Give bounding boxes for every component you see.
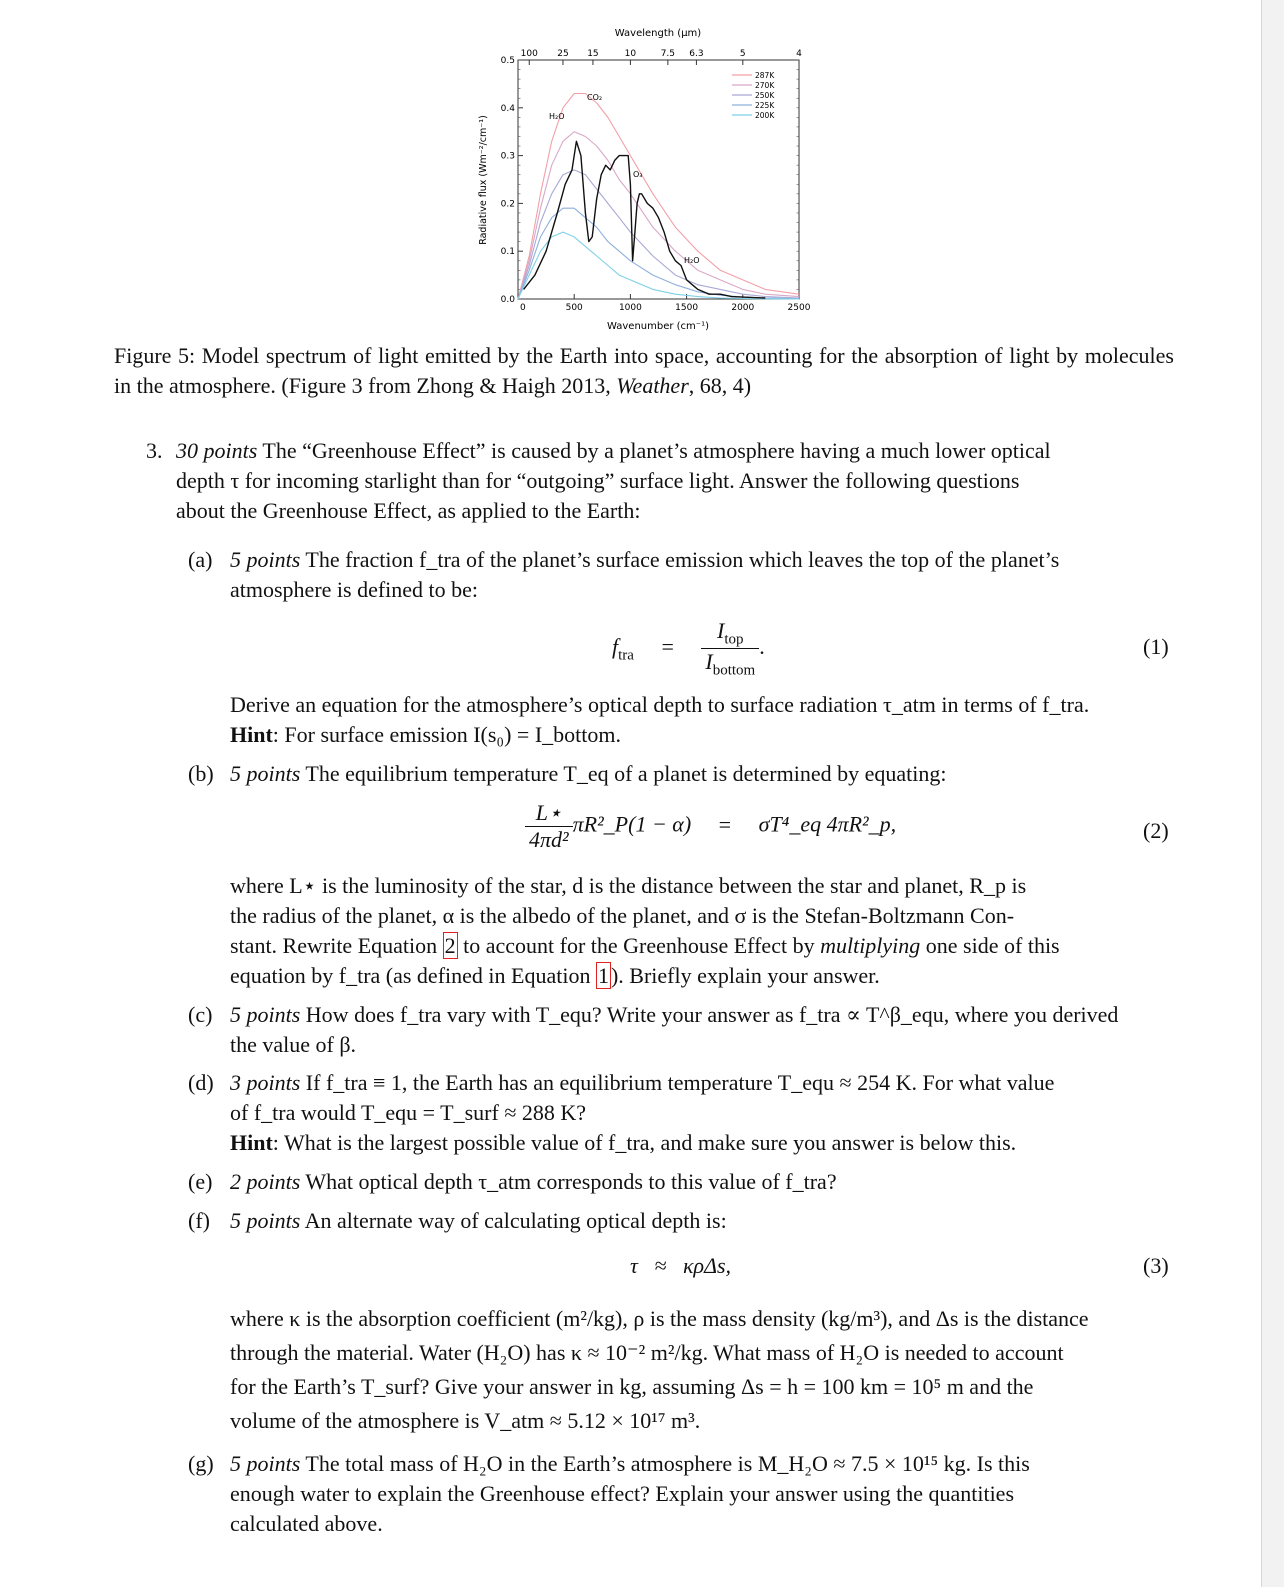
g-line1: The total mass of H₂O in the Earth’s atmosphere is M_H₂O ≈ 7.5 × 10¹⁵ kg. Is this <box>300 1451 1030 1476</box>
top-tick-label: 15 <box>587 49 599 59</box>
part-e-label: (e) <box>188 1169 213 1194</box>
d-hint: : What is the largest possible value of f_tra, and make sure you answer is below this. <box>272 1130 1017 1155</box>
figure-5 <box>470 20 830 340</box>
x-tick-label: 2000 <box>731 303 755 313</box>
question-3-intro <box>176 436 1174 526</box>
c-line1: How does f_tra vary with T_equ? Write your answer as f_tra ∝ T^β_equ, where you derived <box>300 1002 1119 1027</box>
series-250K <box>518 170 799 299</box>
x-tick-label: 0 <box>520 303 526 313</box>
legend-label-270K: 270K <box>755 81 775 90</box>
top-tick-label: 100 <box>520 49 538 59</box>
eq1-lhs-sub: tra <box>618 647 634 664</box>
q3-line1: The “Greenhouse Effect” is caused by a planet’s atmosphere having a much lower optical <box>257 438 1051 463</box>
part-g-label: (g) <box>188 1451 214 1476</box>
spectrum-chart <box>470 20 830 340</box>
c-line2: the value of β. <box>230 1032 357 1057</box>
eq1-num-sub: top <box>724 631 744 648</box>
part-d-text <box>230 1068 1174 1158</box>
a-line2: atmosphere is defined to be: <box>230 577 479 602</box>
series-287K <box>518 94 799 300</box>
caption-line2a: molecules in the atmosphere. (Figure 3 from Zhong & Haigh 2013, <box>114 343 1174 398</box>
x-tick-label: 2500 <box>787 303 811 313</box>
part-a-label: (a) <box>188 547 213 572</box>
caption-line2b: , 68, 4) <box>688 373 752 398</box>
top-tick-label: 4 <box>796 49 802 59</box>
b-line5a: equation by f_tra (as defined in Equation <box>230 963 596 988</box>
top-tick-label: 6.3 <box>689 49 704 59</box>
y-axis-title: Radiative flux (Wm⁻²/cm⁻¹) <box>478 115 489 245</box>
equation-2 <box>525 800 896 853</box>
x-axis-title: Wavenumber (cm⁻¹) <box>607 321 709 332</box>
equation-2-link[interactable]: 2 <box>444 933 456 958</box>
part-b-label: (b) <box>188 761 214 786</box>
q3-line2: depth τ for incoming starlight than for “outgoing” surface light. Answer the following questions <box>176 468 1020 493</box>
a-derive-line: Derive an equation for the atmosphere’s optical depth to surface radiation τ_atm in terms of f_tra. <box>230 692 1090 717</box>
caption-line1: Figure 5: Model spectrum of light emitted by the Earth into space, accounting for the absorption of light by <box>114 343 1079 368</box>
label-h2o-left: H₂O <box>549 112 565 121</box>
f-line2: where κ is the absorption coefficient (m²/kg), ρ is the mass density (kg/m³), and Δs is the distance <box>230 1306 1089 1331</box>
top-tick-label: 5 <box>739 49 746 59</box>
label-h2o-right: H₂O <box>684 256 700 265</box>
f-line1: An alternate way of calculating optical depth is: <box>300 1208 727 1233</box>
part-f-body <box>230 1302 1174 1438</box>
b-line3: the radius of the planet, α is the albedo of the planet, and σ is the Stefan-Boltzmann Con- <box>230 903 1015 928</box>
top-tick-label: 10 <box>624 49 637 59</box>
b-line4c: one side of this <box>920 933 1060 958</box>
caption-journal: Weather <box>616 373 689 398</box>
question-number: 3. <box>146 438 163 463</box>
eq1-lhs: f <box>612 633 619 659</box>
a-hint-label: Hint <box>230 722 273 747</box>
b-line4-emph: multiplying <box>820 933 921 958</box>
f-points: 5 points <box>230 1208 301 1233</box>
eq2-num: L⋆ <box>525 800 573 827</box>
part-c-label: (c) <box>188 1002 213 1027</box>
b-line1: The equilibrium temperature T_eq of a planet is determined by equating: <box>300 761 947 786</box>
part-b-text <box>230 759 1174 789</box>
b-line2: where L⋆ is the luminosity of the star, d is the distance between the star and planet, R_p is <box>230 873 1027 898</box>
eq1-rel: = <box>661 633 674 659</box>
legend-label-225K: 225K <box>755 101 775 110</box>
eq2-den: 4πd² <box>529 827 569 852</box>
y-tick-label: 0.4 <box>500 103 515 114</box>
d-line1: If f_tra ≡ 1, the Earth has an equilibrium temperature T_equ ≈ 254 K. For what value <box>300 1070 1055 1095</box>
b-line4a: stant. Rewrite Equation <box>230 933 443 958</box>
eq3-number: (3) <box>1143 1253 1169 1278</box>
g-points: 5 points <box>230 1451 301 1476</box>
b-line5b: ). Briefly explain your answer. <box>610 963 880 988</box>
x-tick-label: 1000 <box>618 303 642 313</box>
part-c-text <box>230 1000 1174 1060</box>
top-tick-label: 7.5 <box>660 49 676 59</box>
legend-label-287K: 287K <box>755 71 775 80</box>
a-line1: The fraction f_tra of the planet’s surface emission which leaves the top of the planet’s <box>300 547 1060 572</box>
y-tick-label: 0.1 <box>500 247 515 258</box>
label-o3: O₃ <box>633 170 643 179</box>
d-line2: of f_tra would T_equ = T_surf ≈ 288 K? <box>230 1100 587 1125</box>
legend-label-200K: 200K <box>755 111 775 120</box>
y-tick-label: 0.3 <box>500 151 515 162</box>
eq2-lhs-rest: πR²_P(1 − α) <box>572 811 692 837</box>
equation-3: τ ≈ κρΔs, <box>630 1253 732 1278</box>
part-f-text <box>230 1206 1174 1236</box>
page-edge <box>1261 0 1284 1587</box>
d-hint-label: Hint <box>230 1130 273 1155</box>
c-points: 5 points <box>230 1002 301 1027</box>
eq1-fraction <box>701 618 759 680</box>
eq2-number: (2) <box>1143 818 1169 843</box>
legend-label-250K: 250K <box>755 91 775 100</box>
eq1-den-sub: bottom <box>712 662 756 679</box>
top-tick-label: 25 <box>557 49 569 59</box>
a-hint: : For surface emission I(s₀) = I_bottom. <box>272 722 621 747</box>
part-f-label: (f) <box>188 1208 210 1233</box>
top-axis-title: Wavelength (μm) <box>614 28 702 39</box>
eq1-period: . <box>759 633 765 659</box>
eq2-rel: = <box>718 811 732 837</box>
part-d-label: (d) <box>188 1070 214 1095</box>
b-line4b: to account for the Greenhouse Effect by <box>457 933 821 958</box>
part-b-body <box>230 871 1174 991</box>
g-line3: calculated above. <box>230 1511 383 1536</box>
eq1-den: I <box>705 649 713 675</box>
part-g-text <box>230 1449 1174 1539</box>
f-line4: for the Earth’s T_surf? Give your answer in kg, assuming Δs = h = 100 km = 10⁵ m and the <box>230 1374 1034 1399</box>
eq1-number: (1) <box>1143 634 1169 659</box>
series-200K <box>518 232 799 299</box>
equation-1-link[interactable]: 1 <box>597 963 609 988</box>
series-270K <box>518 132 799 299</box>
part-a-text <box>230 545 1174 605</box>
label-co2: CO₂ <box>587 93 603 102</box>
a-points: 5 points <box>230 547 301 572</box>
f-line3: through the material. Water (H₂O) has κ ≈ 10⁻² m²/kg. What mass of H₂O is needed to account <box>230 1340 1064 1365</box>
y-tick-label: 0.0 <box>500 295 515 305</box>
figure-caption <box>114 341 1174 401</box>
q3-line3: about the Greenhouse Effect, as applied to the Earth: <box>176 498 641 523</box>
part-a-derive <box>230 690 1174 750</box>
q3-points: 30 points <box>176 438 258 463</box>
part-e-text <box>230 1167 1174 1197</box>
d-points: 3 points <box>230 1070 301 1095</box>
equation-1 <box>612 618 765 680</box>
g-line2: enough water to explain the Greenhouse effect? Explain your answer using the quantities <box>230 1481 1015 1506</box>
eq1-num: I <box>717 618 725 643</box>
eq2-rhs: σT⁴_eq 4πR²_p, <box>758 811 897 837</box>
e-points: 2 points <box>230 1169 301 1194</box>
x-tick-label: 500 <box>565 303 583 313</box>
b-points: 5 points <box>230 761 301 786</box>
eq2-fraction <box>525 800 573 853</box>
y-tick-label: 0.2 <box>500 199 515 210</box>
f-line5: volume of the atmosphere is V_atm ≈ 5.12 × 10¹⁷ m³. <box>230 1408 701 1433</box>
x-tick-label: 1500 <box>675 303 699 313</box>
y-tick-label: 0.5 <box>500 56 515 66</box>
e-line1: What optical depth τ_atm corresponds to this value of f_tra? <box>300 1169 837 1194</box>
